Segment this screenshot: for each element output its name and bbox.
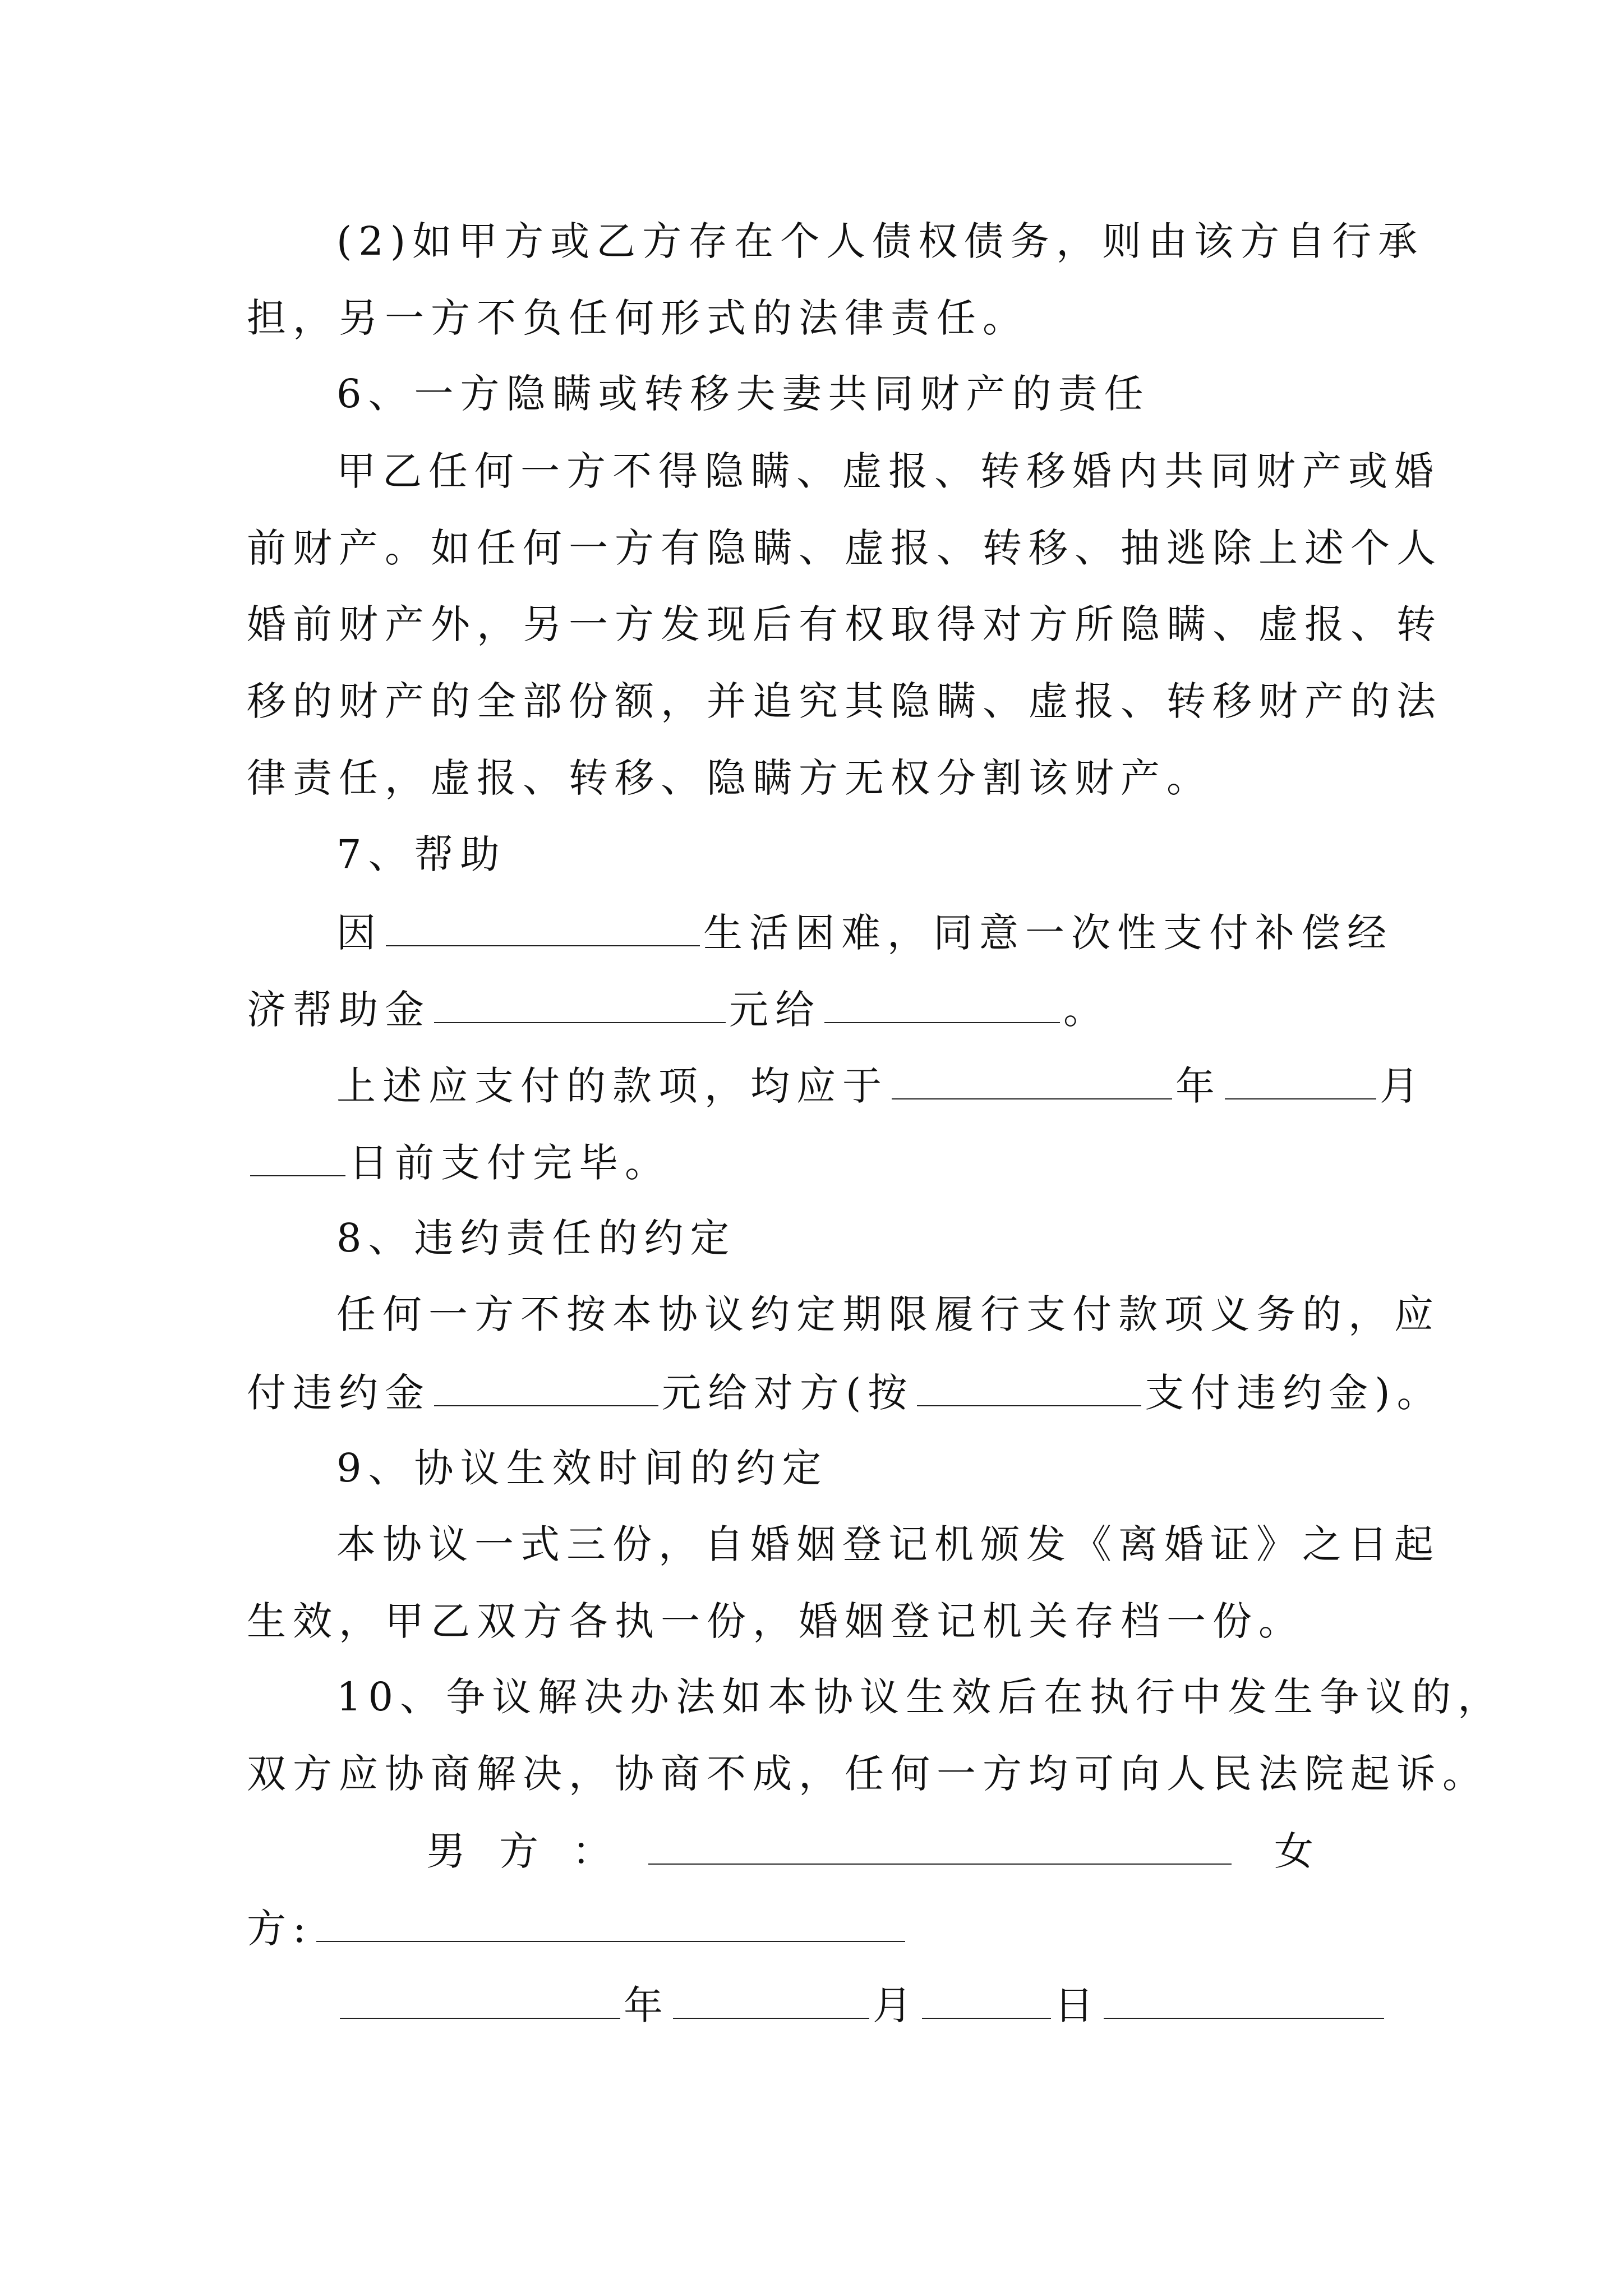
text-segment: 月 (1380, 1063, 1426, 1109)
paragraph-line: 婚前财产外，另一方发现后有权取得对方所隐瞒、虚报、转 (247, 601, 1442, 647)
text-segment: 济帮助金 (247, 987, 431, 1033)
fill-blank[interactable] (1104, 1984, 1384, 2019)
text-segment: 月 (873, 1982, 919, 2028)
section-heading-10: 10、争议解决办法如本协议生效后在执行中发生争议的， (336, 1674, 1504, 1720)
fill-blank[interactable] (386, 912, 700, 946)
section-heading-9: 9、协议生效时间的约定 (336, 1445, 828, 1491)
text-segment: 元给对方(按 (662, 1370, 914, 1416)
text-segment: 男方： (426, 1828, 645, 1874)
signature-line-male (426, 1828, 1320, 1874)
paragraph-line: 本协议一式三份，自婚姻登记机颁发《离婚证》之日起 (336, 1521, 1440, 1567)
text-segment: 女 (1274, 1828, 1320, 1874)
fill-blank[interactable] (316, 1907, 905, 1942)
section-heading-6: 6、一方隐瞒或转移夫妻共同财产的责任 (336, 371, 1150, 417)
fill-blank[interactable] (434, 988, 726, 1023)
paragraph-line: 律责任，虚报、转移、隐瞒方无权分割该财产。 (247, 755, 1212, 801)
signature-line-female (247, 1906, 909, 1952)
paragraph-line (247, 987, 1109, 1033)
paragraph-line (336, 910, 1393, 956)
fill-blank[interactable] (250, 1142, 345, 1176)
fill-blank[interactable] (434, 1372, 658, 1406)
text-segment: 支付违约金)。 (1145, 1370, 1443, 1416)
paragraph-line: 甲乙任何一方不得隐瞒、虚报、转移婚内共同财产或婚 (336, 448, 1440, 494)
date-line (336, 1982, 1387, 2028)
paragraph-line: 双方应协商解决，协商不成，任何一方均可向人民法院起诉。 (247, 1751, 1488, 1797)
paragraph-line: 移的财产的全部份额，并追究其隐瞒、虚报、转移财产的法 (247, 678, 1442, 724)
paragraph-line: (2)如甲方或乙方存在个人债权债务，则由该方自行承 (336, 218, 1424, 264)
paragraph-line: 任何一方不按本协议约定期限履行支付款项义务的，应 (336, 1291, 1440, 1337)
text-segment: 年 (624, 1982, 670, 2028)
text-segment: 年 (1175, 1063, 1221, 1109)
fill-blank[interactable] (673, 1984, 869, 2019)
paragraph-line: 生效，甲乙双方各执一份，婚姻登记机关存档一份。 (247, 1598, 1304, 1644)
section-heading-7: 7、帮助 (336, 831, 506, 877)
text-segment: 日前支付完毕。 (349, 1140, 671, 1186)
paragraph-line (247, 1140, 671, 1186)
section-heading-8: 8、违约责任的约定 (336, 1215, 736, 1261)
text-segment: 上述应支付的款项，均应于 (336, 1063, 888, 1109)
paragraph-line (336, 1063, 1426, 1109)
fill-blank[interactable] (892, 1065, 1172, 1099)
fill-blank[interactable] (922, 1984, 1051, 2019)
paragraph-line: 前财产。如任何一方有隐瞒、虚报、转移、抽逃除上述个人 (247, 525, 1442, 571)
paragraph-line (247, 1370, 1443, 1416)
fill-blank[interactable] (340, 1984, 620, 2019)
text-segment: 元给 (729, 987, 821, 1033)
fill-blank[interactable] (1225, 1065, 1376, 1099)
fill-blank[interactable] (917, 1372, 1141, 1406)
text-segment: 日 (1054, 1982, 1100, 2028)
fill-blank[interactable] (648, 1830, 1232, 1865)
text-segment: 付违约金 (247, 1370, 431, 1416)
fill-blank[interactable] (824, 988, 1060, 1023)
paragraph-line: 担，另一方不负任何形式的法律责任。 (247, 295, 1029, 341)
text-segment: 方: (247, 1906, 313, 1952)
text-segment: 因 (336, 910, 382, 956)
text-segment: 生活困难，同意一次性支付补偿经 (703, 910, 1393, 956)
text-segment: 。 (1063, 987, 1109, 1033)
